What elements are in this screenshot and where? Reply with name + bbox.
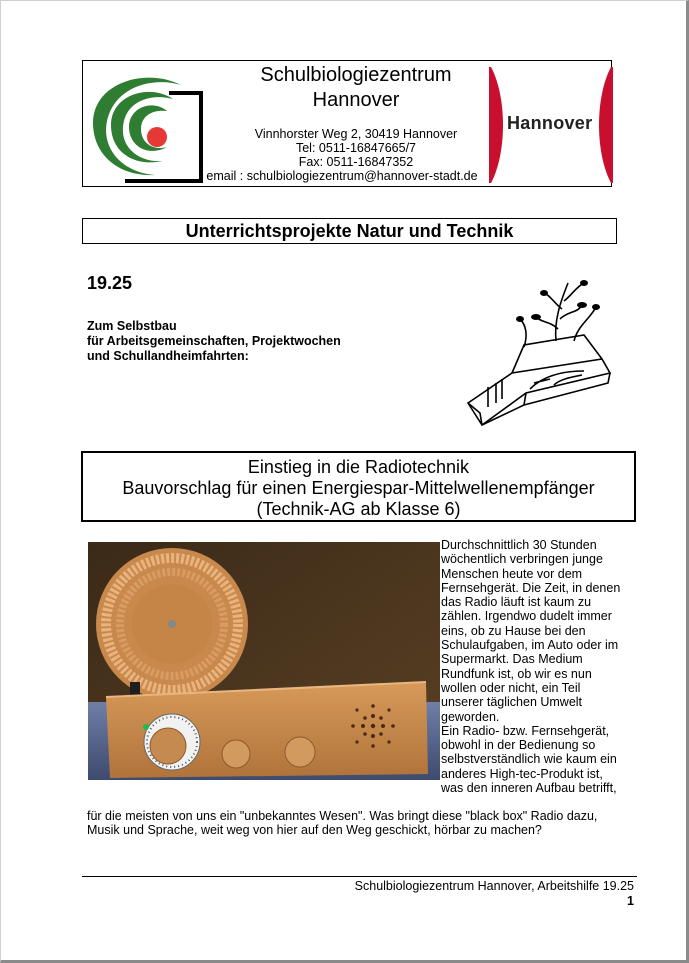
text-line: Menschen heute vor dem (441, 566, 583, 581)
intro-line: für Arbeitsgemeinschaften, Projektwochen (87, 334, 341, 348)
text-line: wöchentlich verbringen junge (441, 552, 603, 567)
text-line: Durchschnittlich 30 Stunden (441, 538, 597, 552)
document-number: 19.25 (87, 273, 133, 293)
intro-text (87, 319, 341, 364)
text-line: eins, ob zu Hause bei den (441, 623, 586, 638)
footer-text: Schulbiologiezentrum Hannover, Arbeitshilfe 19.25 (354, 879, 634, 893)
org-name (206, 63, 506, 113)
article-column-text (441, 538, 646, 795)
text-line: Fernsehgerät. Die Zeit, in denen (441, 580, 621, 595)
text-line: wollen oder nicht, ein Teil (441, 680, 581, 695)
title-line-1: Einstieg in die Radiotechnik (247, 457, 470, 477)
org-name-line1: Schulbiologiezentrum (260, 64, 452, 86)
schulbiologiezentrum-logo (85, 63, 205, 183)
intro-line: und Schullandheimfahrten: (87, 349, 249, 363)
title-line-2: Bauvorschlag für einen Energiespar-Mittelwellenempfänger (122, 478, 595, 498)
plant-box-illustration (464, 275, 612, 435)
text-line: Supermarkt. Das Medium (441, 652, 583, 667)
text-line: geworden. (441, 709, 500, 724)
text-line: was den inneren Aufbau betrifft, (441, 781, 617, 796)
footer-divider (82, 876, 637, 877)
address: Vinnhorster Weg 2, 30419 Hannover (254, 127, 458, 141)
hannover-logo-text: Hannover (507, 113, 593, 133)
text-line: Musik und Sprache, weit weg von hier auf den Weg geschickt, hörbar zu machen? (87, 823, 542, 838)
title-line-3: (Technik-AG ab Klasse 6) (256, 499, 461, 519)
article-full-width-text (87, 809, 647, 838)
text-line: obwohl in der Bedienung so (441, 738, 596, 753)
section-title: Unterrichtsprojekte Natur und Technik (82, 218, 617, 244)
text-line: das Radio läuft ist kaum zu (441, 595, 592, 610)
text-line: anderes High-tec-Produkt ist, (441, 766, 603, 781)
document-title (81, 451, 636, 522)
text-line: Rundfunk ist, ob wir es nun (441, 666, 592, 681)
text-line: unserer täglichen Umwelt (441, 695, 583, 710)
intro-line: Zum Selbstbau (87, 319, 177, 333)
radio-photo (88, 542, 440, 780)
page-number: 1 (627, 894, 634, 908)
text-line: für die meisten von uns ein "unbekanntes Wesen". Was bringt diese "black box" Radio dazu, (87, 809, 598, 823)
contact-block (206, 127, 506, 183)
text-line: Ein Radio- bzw. Fernsehgerät, (441, 723, 610, 738)
org-name-line2: Hannover (312, 89, 400, 111)
email: email : schulbiologiezentrum@hannover-stadt.de (206, 169, 478, 183)
text-line: Schulaufgaben, im Auto oder im (441, 638, 619, 653)
fax: Fax: 0511-16847352 (298, 155, 414, 169)
phone: Tel: 0511-16847665/7 (295, 141, 416, 155)
text-line: selbstverständlich wie kaum ein (441, 752, 617, 767)
text-line: zählen. Irgendwo dudelt immer (441, 609, 612, 624)
